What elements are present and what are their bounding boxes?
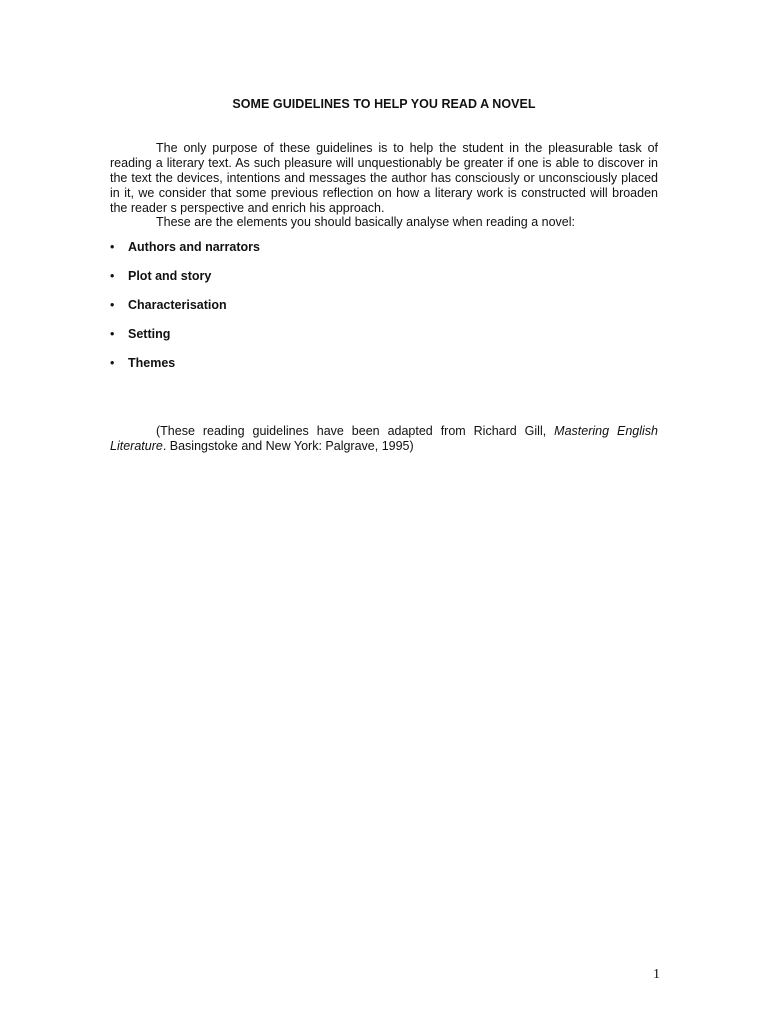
source-reference [110, 424, 658, 454]
intro-paragraph: The only purpose of these guidelines is to help the student in the pleasurable task of reading a literary text. As such pleasure will unquestionably be greater if one is able to discover in the text the devices, intentions and messages the author has consciously or unconsciously placed in it, we consider that some previous reflection on how a literary work is constructed will broaden the reader s perspective and enrich his approach. [110, 141, 658, 215]
list-item-label: Themes [128, 356, 176, 370]
bullet-icon: • [110, 269, 115, 283]
page-number: 1 [653, 967, 660, 982]
list-item-label: Authors and narrators [128, 240, 260, 254]
bullet-icon: • [110, 327, 115, 341]
bullet-icon: • [110, 298, 115, 312]
list-item-label: Characterisation [128, 298, 227, 312]
bullet-icon: • [110, 356, 115, 370]
reference-prefix: (These reading guidelines have been adapted from Richard Gill, [156, 424, 555, 438]
document-title: SOME GUIDELINES TO HELP YOU READ A NOVEL [232, 97, 536, 111]
bullet-icon: • [110, 240, 115, 254]
list-item-label: Setting [128, 327, 171, 341]
list-item-label: Plot and story [128, 269, 212, 283]
reference-suffix: . Basingstoke and New York: Palgrave, 1995) [162, 438, 414, 453]
reference-book-title: Mastering English Literature [110, 424, 658, 453]
elements-intro-paragraph: These are the elements you should basically analyse when reading a novel: [156, 215, 576, 229]
